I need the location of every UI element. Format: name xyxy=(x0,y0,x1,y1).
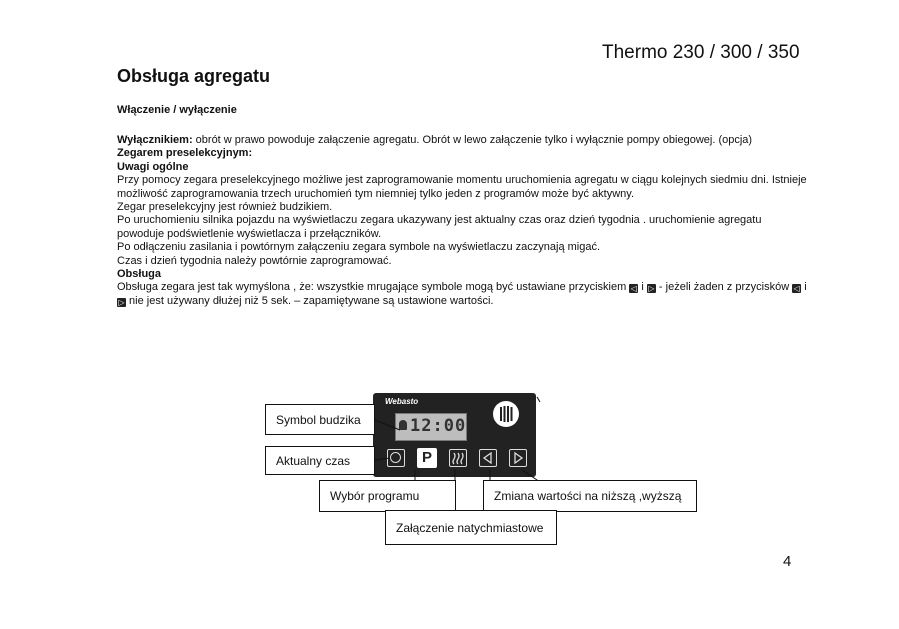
triangle-right-icon xyxy=(510,450,526,466)
device-display xyxy=(395,413,467,441)
zegar-heading: Zegarem preselekcyjnym: xyxy=(117,147,253,160)
label-instant-start: Załączenie natychmiastowe xyxy=(385,510,557,545)
label-alarm-symbol: Symbol budzika xyxy=(265,404,375,435)
heat-waves-icon xyxy=(450,450,466,466)
body-text xyxy=(117,134,807,308)
document-header-title: Thermo 230 / 300 / 350 xyxy=(602,42,800,63)
clock-button[interactable] xyxy=(387,449,405,467)
triangle-left-icon xyxy=(480,450,496,466)
device-brand: Webasto xyxy=(385,397,419,406)
alarm-bell-icon xyxy=(399,420,407,430)
paragraph-6: Obsługa zegara jest tak wymyślona , że: wszystkie mrugające symbole mogą być ustawiane przyciskiem ◁ i ▷ - jeżeli żaden z przycisków ◁ i ▷ nie jest używany dłużej niż 5 sek. – zapamiętywane są ustawione wartości. xyxy=(117,281,807,307)
left-arrow-icon: ◁ xyxy=(793,284,800,294)
right-arrow-icon: ▷ xyxy=(648,284,655,294)
paragraph-4: Po odłączeniu zasilania i powtórnym załączeniu zegara symbole na wyświetlaczu zaczynają migać. xyxy=(117,241,601,254)
instant-heat-button[interactable] xyxy=(449,449,467,467)
paragraph-3: Po uruchomieniu silnika pojazdu na wyświetlaczu zegara ukazywany jest aktualny czas oraz dzień tygodnia . uruchomienie agregatu powoduje podświetlenie wyświetlacza i przełączników. xyxy=(117,214,762,240)
timer-device xyxy=(373,393,536,477)
paragraph-wylacznik xyxy=(117,134,807,147)
line-corner-mark xyxy=(537,397,540,402)
decrease-button[interactable] xyxy=(479,449,497,467)
label-current-time: Aktualny czas xyxy=(265,446,375,475)
section-subtitle: Włączenie / wyłączenie xyxy=(117,104,237,116)
paragraph-5: Czas i dzień tygodnia należy powtórnie zaprogramować. xyxy=(117,254,392,267)
paragraph-1: Przy pomocy zegara preselekcyjnego możliwe jest zaprogramowanie momentu uruchomienia agregatu w ciągu kolejnych siedmiu dni. Istnieje możliwość zaprogramowania trzech uruchomień tym niemniej tylko jeden z programów może być aktywny. xyxy=(117,174,807,200)
increase-button[interactable] xyxy=(509,449,527,467)
uwagi-heading: Uwagi ogólne xyxy=(117,160,189,173)
wylacznik-text: obrót w prawo powoduje załączenie agregatu. Obrót w lewo załączenie tylko i wyłącznie pompy obiegowej. (opcja) xyxy=(192,134,753,146)
program-button[interactable]: P xyxy=(417,448,437,468)
heater-grill-icon xyxy=(493,401,519,427)
heater-grill-icon-svg xyxy=(493,401,519,427)
section-title: Obsługa agregatu xyxy=(117,66,271,86)
page-number: 4 xyxy=(783,553,792,570)
label-program-select: Wybór programu xyxy=(319,480,456,512)
left-arrow-icon: ◁ xyxy=(630,284,637,294)
obsluga-heading: Obsługa xyxy=(117,268,162,281)
paragraph-2: Zegar preselekcyjny jest również budzikiem. xyxy=(117,201,333,214)
display-time: 12:00 xyxy=(410,416,467,436)
wylacznik-label: Wyłącznikiem: xyxy=(117,134,193,146)
clock-icon xyxy=(390,452,401,463)
label-value-change: Zmiana wartości na niższą ,wyższą xyxy=(483,480,697,512)
right-arrow-icon: ▷ xyxy=(118,297,125,307)
